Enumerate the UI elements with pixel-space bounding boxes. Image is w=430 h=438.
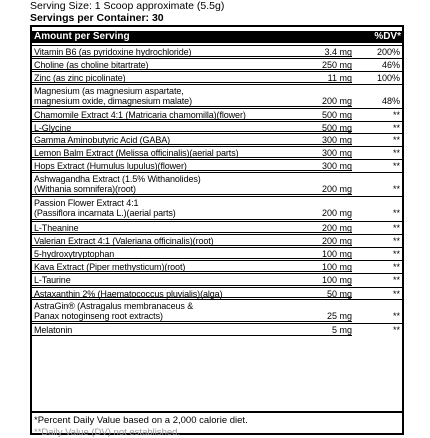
ingredient-amount: 300 mg (321, 135, 352, 145)
ingredient-dv: ** (392, 262, 400, 272)
row-underline (32, 170, 352, 171)
table-row (30, 45, 404, 58)
ingredient-amount: 200 mg (321, 236, 352, 246)
table-row (30, 108, 404, 121)
ingredient-dv: ** (392, 236, 400, 246)
ingredient-dv: 46% (381, 60, 400, 70)
ingredient-amount: 50 mg (326, 289, 352, 299)
ingredient-name: Magnesium (as magnesium aspartate, (34, 86, 184, 96)
ingredient-name-line2: magnesium oxide, dimagnesium malate) (34, 96, 192, 106)
row-underline (32, 297, 352, 298)
serving-size: Serving Size: 1 Scoop approximate (5.5g) (30, 0, 225, 12)
ingredient-amount: 200 mg (321, 184, 352, 194)
table-row (30, 323, 404, 337)
ingredient-dv: ** (392, 135, 400, 145)
ingredient-amount: 500 mg (321, 123, 352, 133)
ingredient-dv: ** (392, 110, 400, 120)
table-row (30, 71, 404, 84)
table-row (30, 273, 404, 287)
ingredient-amount: 200 mg (321, 208, 352, 218)
ingredient-dv: ** (392, 325, 400, 335)
ingredient-amount: 200 mg (321, 96, 352, 106)
row-underline (32, 56, 352, 57)
row-underline (32, 245, 352, 246)
ingredient-amount: 200 mg (321, 223, 352, 233)
ingredient-name: Chamomile Extract 4:1 (Matricaria chamomilla)(flower) (34, 110, 246, 120)
ingredient-name: Lemon Balm Extract (Melissa officinalis)(aerial parts) (34, 148, 239, 158)
ingredient-name: L-Theanine (34, 223, 79, 233)
ingredient-amount: 11 mg (327, 73, 352, 83)
ingredient-name: Choline (as choline bitartrate) (34, 60, 149, 70)
ingredient-dv: ** (392, 249, 400, 259)
ingredient-name: Vitamin B6 (as pyridoxine hydrochloride) (34, 47, 192, 57)
ingredient-dv: ** (392, 311, 400, 321)
row-underline (32, 335, 352, 336)
percent-dv-label: %DV* (374, 31, 401, 42)
table-row (30, 121, 404, 133)
ingredient-name: Ashwagandha Extract (1.5% Withanolides) (34, 174, 201, 184)
ingredient-name: Valerian Extract 4:1 (Valeriana officinalis)(root) (34, 236, 214, 246)
table-row (30, 247, 404, 260)
ingredient-dv: ** (392, 148, 400, 158)
row-underline (32, 157, 352, 158)
table-row (30, 84, 404, 108)
row-underline (32, 271, 352, 272)
ingredient-dv: 200% (376, 47, 400, 57)
table-row (30, 287, 404, 299)
row-underline (32, 219, 352, 220)
table-row (30, 159, 404, 172)
table-row (30, 146, 404, 159)
ingredient-name: Kava Extract (Piper methysticum)(root) (34, 262, 186, 272)
ingredient-name: L-Glycine (34, 123, 72, 133)
table-row (30, 221, 404, 234)
ingredient-name: AstraGin® (Astragalus membranaceus & (34, 301, 194, 311)
ingredient-name-line2: Panax notoginseng root extracts) (34, 311, 163, 321)
amount-per-serving-label: Amount per Serving (34, 31, 130, 42)
table-row (30, 260, 404, 273)
row-underline (32, 119, 352, 120)
row-underline (32, 321, 352, 322)
ingredient-name: Gamma Aminobutyric Acid (GABA) (34, 135, 171, 145)
table-header (30, 31, 404, 43)
ingredient-dv: ** (392, 208, 400, 218)
row-underline (32, 144, 352, 145)
ingredient-amount: 100 mg (321, 249, 352, 259)
ingredient-name: Melatonin (34, 325, 73, 335)
ingredient-amount: 25 mg (326, 311, 352, 321)
ingredient-dv: 48% (381, 96, 400, 106)
table-row (30, 234, 404, 247)
row-underline (32, 285, 352, 286)
row-underline (32, 131, 352, 132)
ingredient-name: Astaxanthin 2% (Haematococcus pluvialis)(alga) (34, 289, 223, 299)
ingredient-amount: 100 mg (321, 262, 352, 272)
ingredient-dv: ** (392, 184, 400, 194)
table-row (30, 133, 404, 146)
ingredient-amount: 3.4 mg (324, 47, 352, 57)
ingredient-amount: 100 mg (321, 275, 352, 285)
ingredient-name-line2: (Withania somnifera)(root) (34, 184, 136, 194)
serving-info (30, 0, 224, 24)
ingredient-dv: ** (392, 123, 400, 133)
ingredient-amount: 250 mg (321, 60, 352, 70)
ingredient-name: Passion Flower Extract 4:1 (34, 198, 139, 208)
ingredient-name: Hops Extract (Humulus lupulus)(flower) (34, 161, 187, 171)
ingredient-name-line2: (Passiflora incarnata L.)(aerial parts) (34, 208, 176, 218)
ingredient-amount: 5 mg (331, 325, 352, 335)
ingredient-amount: 500 mg (321, 110, 352, 120)
table-row (30, 58, 404, 71)
ingredient-amount: 300 mg (321, 161, 352, 171)
footer-notes (30, 411, 404, 438)
ingredient-dv: ** (392, 223, 400, 233)
ingredient-name: L-Taurine (34, 275, 71, 285)
ingredient-dv: 100% (376, 73, 400, 83)
ingredient-amount: 300 mg (321, 148, 352, 158)
ingredient-dv: ** (392, 275, 400, 285)
ingredient-name: 5-hydroxytryptophan (34, 249, 115, 259)
row-underline (32, 258, 352, 259)
table-row (30, 299, 404, 323)
servings-per-container: Servings per Container: 30 (30, 12, 164, 24)
row-underline (32, 69, 352, 70)
ingredient-dv: ** (392, 161, 400, 171)
row-underline (32, 194, 352, 195)
ingredient-name: Zinc (as zinc picolinate) (34, 73, 126, 83)
row-underline (32, 232, 352, 233)
daily-value-note-2: **Daily Value (DV) not established. (34, 427, 181, 438)
row-underline (32, 82, 352, 83)
table-row (30, 172, 404, 196)
table-row (30, 196, 404, 221)
row-underline (32, 106, 352, 107)
daily-value-note: *Percent Daily Value based on a 2,000 calorie diet. (34, 415, 248, 426)
ingredient-dv: ** (392, 289, 400, 299)
